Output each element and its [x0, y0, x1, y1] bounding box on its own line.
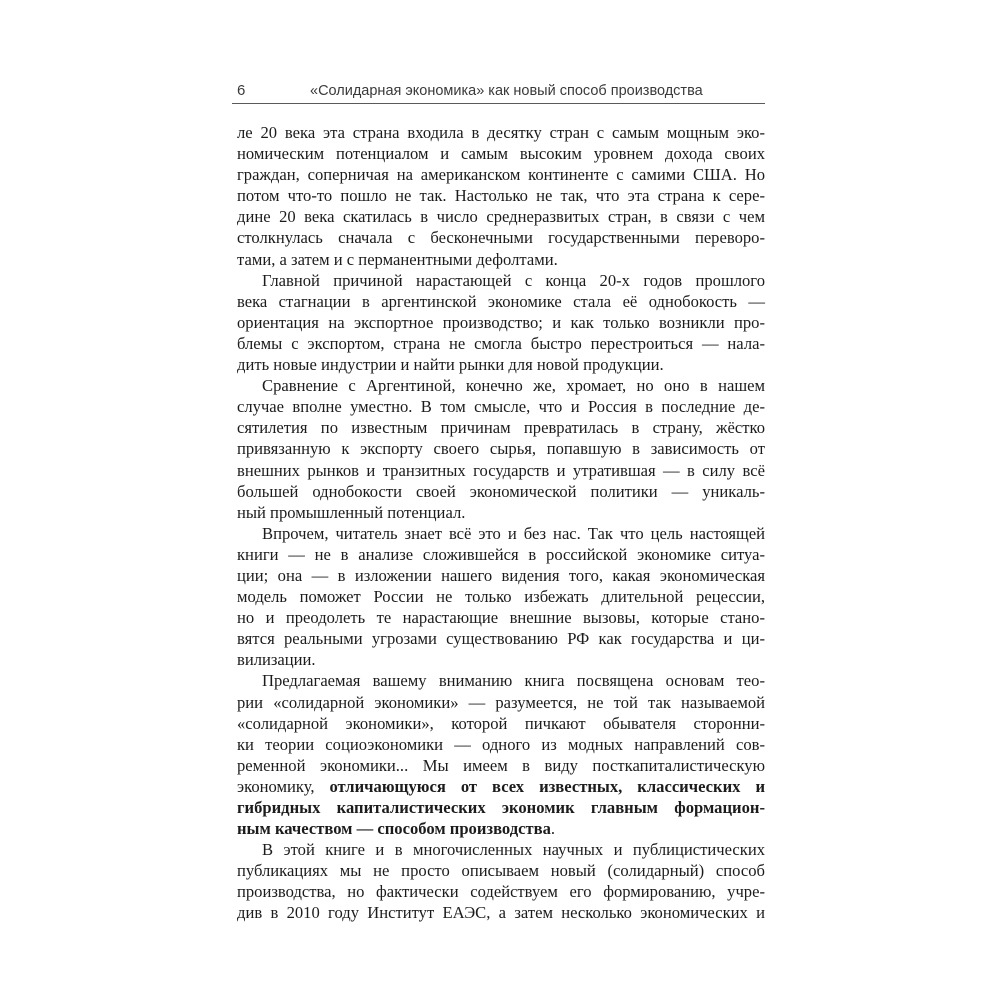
text-line: [237, 776, 765, 797]
text-line: блемы с экспортом, страна не смогла быстро перестроиться — нала-: [237, 333, 765, 353]
text-line: ции; она — в изложении нашего видения того, какая экономическая: [237, 565, 765, 585]
text-line: вятся реальными угрозами существованию РФ как государства и ци-: [237, 629, 765, 649]
text-line: потом что-то пошло не так. Настолько не так, что эта страна к сере-: [237, 186, 765, 206]
text-line: внешних рынков и транзитных государств и утратившая — в силу всё: [237, 460, 765, 480]
text-line: ременной экономики... Мы имеем в виду посткапиталистическую: [237, 755, 765, 775]
text-line: Предлагаемая вашему вниманию книга посвящена основам тео-: [262, 671, 765, 691]
paragraph: [237, 375, 765, 523]
text-line: граждан, соперничая на американском континенте с самими США. Но: [237, 165, 765, 185]
paragraph: [237, 670, 765, 839]
text-line: дине 20 века скатилась в число среднеразвитых стран, в связи с чем: [237, 207, 765, 227]
text-line: книги — не в анализе сложившейся в российской экономике ситуа-: [237, 544, 765, 564]
text-line: ный промышленный потенциал.: [237, 502, 466, 522]
text-line: рии «солидарной экономики» — разумеется, не той так называемой: [237, 692, 765, 712]
running-title: «Солидарная экономика» как новый способ производства: [310, 83, 703, 99]
text-line: большей однобокости своей экономической политики — уникаль-: [237, 481, 765, 501]
text-line: [237, 797, 765, 818]
text-line: столкнулась сначала с бесконечными государственными переворо-: [237, 228, 765, 248]
text-line: ки теории социоэкономики — одного из модных направлений сов-: [237, 734, 765, 754]
text-line: привязанную к экспорту своего сырья, попавшую в зависимость от: [237, 439, 765, 459]
text-line: модель поможет России не только избежать длительной рецессии,: [237, 587, 765, 607]
text-line: [237, 818, 765, 839]
text-segment: .: [550, 819, 556, 839]
text-line: но и преодолеть те нарастающие внешние вызовы, которые стано-: [237, 608, 765, 628]
bold-text: отличающуюся от всех известных, классических и: [329, 776, 765, 796]
text-line: случае вполне уместно. В том смысле, что и Россия в последние де-: [237, 397, 765, 417]
text-line: тами, а затем и с перманентными дефолтами.: [237, 249, 558, 269]
text-line: номическим потенциалом и самым высоким уровнем дохода своих: [237, 144, 765, 164]
text-line: дить новые индустрии и найти рынки для новой продукции.: [237, 355, 664, 375]
text-line: див в 2010 году Институт ЕАЭС, а затем несколько экономических и: [237, 903, 765, 923]
paragraph: [237, 839, 765, 923]
text-line: века стагнации в аргентинской экономике стала её однобокость —: [237, 291, 765, 311]
text-segment: экономику,: [237, 776, 330, 796]
bold-text: гибридных капиталистических экономик главным формацион-: [237, 798, 765, 817]
text-line: ориентация на экспортное производство; и как только возникли про-: [237, 312, 765, 332]
text-line: вилизации.: [237, 650, 316, 670]
page-number: 6: [237, 82, 246, 99]
paragraph: [237, 122, 765, 270]
text-line: публикациях мы не просто описываем новый (солидарный) способ: [237, 861, 765, 881]
text-line: В этой книге и в многочисленных научных и публицистических: [262, 840, 765, 860]
text-line: Главной причиной нарастающей с конца 20-х годов прошлого: [262, 270, 765, 290]
running-header: [0, 81, 1000, 101]
body-text: [237, 122, 765, 924]
text-line: ле 20 века эта страна входила в десятку стран с самым мощным эко-: [237, 123, 765, 142]
text-line: Впрочем, читатель знает всё это и без нас. Так что цель настоящей: [262, 523, 765, 543]
header-rule: [232, 103, 765, 104]
paragraph: [237, 523, 765, 671]
text-line: производства, но фактически содействуем его формированию, учре-: [237, 882, 765, 902]
text-line: Сравнение с Аргентиной, конечно же, хромает, но оно в нашем: [262, 376, 765, 396]
paragraph: [237, 270, 765, 375]
text-line: «солидарной экономики», которой пичкают обывателя сторонни-: [237, 713, 765, 733]
bold-text: ным качеством — способом производства: [237, 819, 551, 839]
text-line: сятилетия по известным причинам превратилась в страну, жёстко: [237, 418, 765, 438]
